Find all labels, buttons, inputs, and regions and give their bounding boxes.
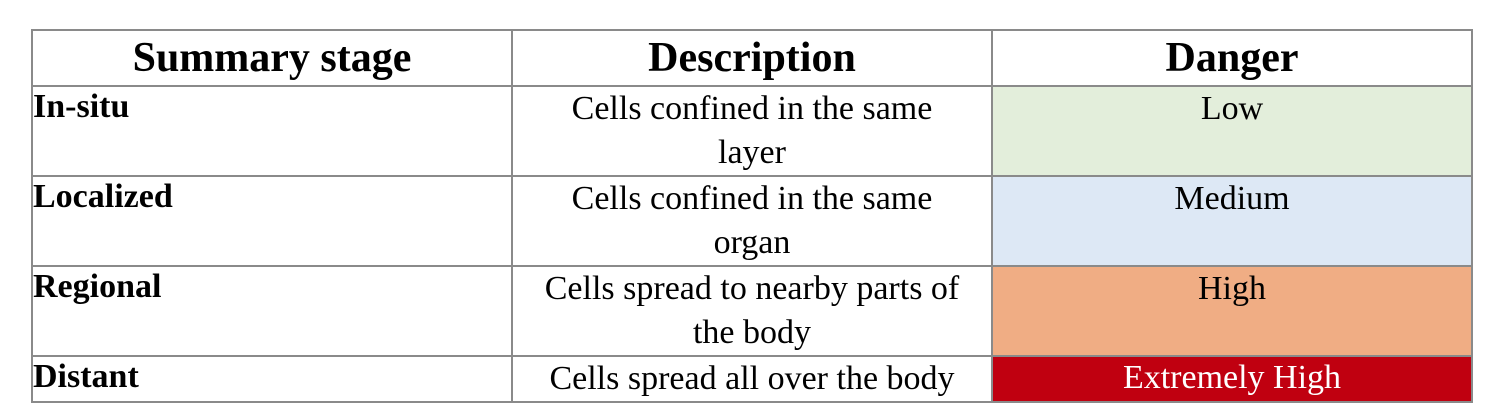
description-text: Cells spread to nearby parts of the body [544, 270, 960, 351]
table-row [32, 86, 1472, 176]
header-danger: Danger [992, 30, 1472, 86]
stage-cell: Localized [32, 176, 512, 266]
danger-cell: Low [992, 86, 1472, 176]
cancer-stage-table [31, 29, 1473, 403]
description-cell [512, 266, 992, 356]
table-row [32, 266, 1472, 356]
description-cell [512, 176, 992, 266]
header-description: Description [512, 30, 992, 86]
table-row [32, 356, 1472, 402]
danger-cell: Medium [992, 176, 1472, 266]
danger-cell: Extremely High [992, 356, 1472, 402]
stage-cell: Regional [32, 266, 512, 356]
description-text: Cells confined in the same layer [571, 90, 933, 171]
table-row [32, 176, 1472, 266]
header-summary-stage: Summary stage [32, 30, 512, 86]
description-cell: Cells spread all over the body [512, 356, 992, 402]
description-cell [512, 86, 992, 176]
header-row [32, 30, 1472, 86]
description-text: Cells confined in the same organ [571, 180, 933, 261]
stage-cell: In-situ [32, 86, 512, 176]
stage-cell: Distant [32, 356, 512, 402]
danger-cell: High [992, 266, 1472, 356]
